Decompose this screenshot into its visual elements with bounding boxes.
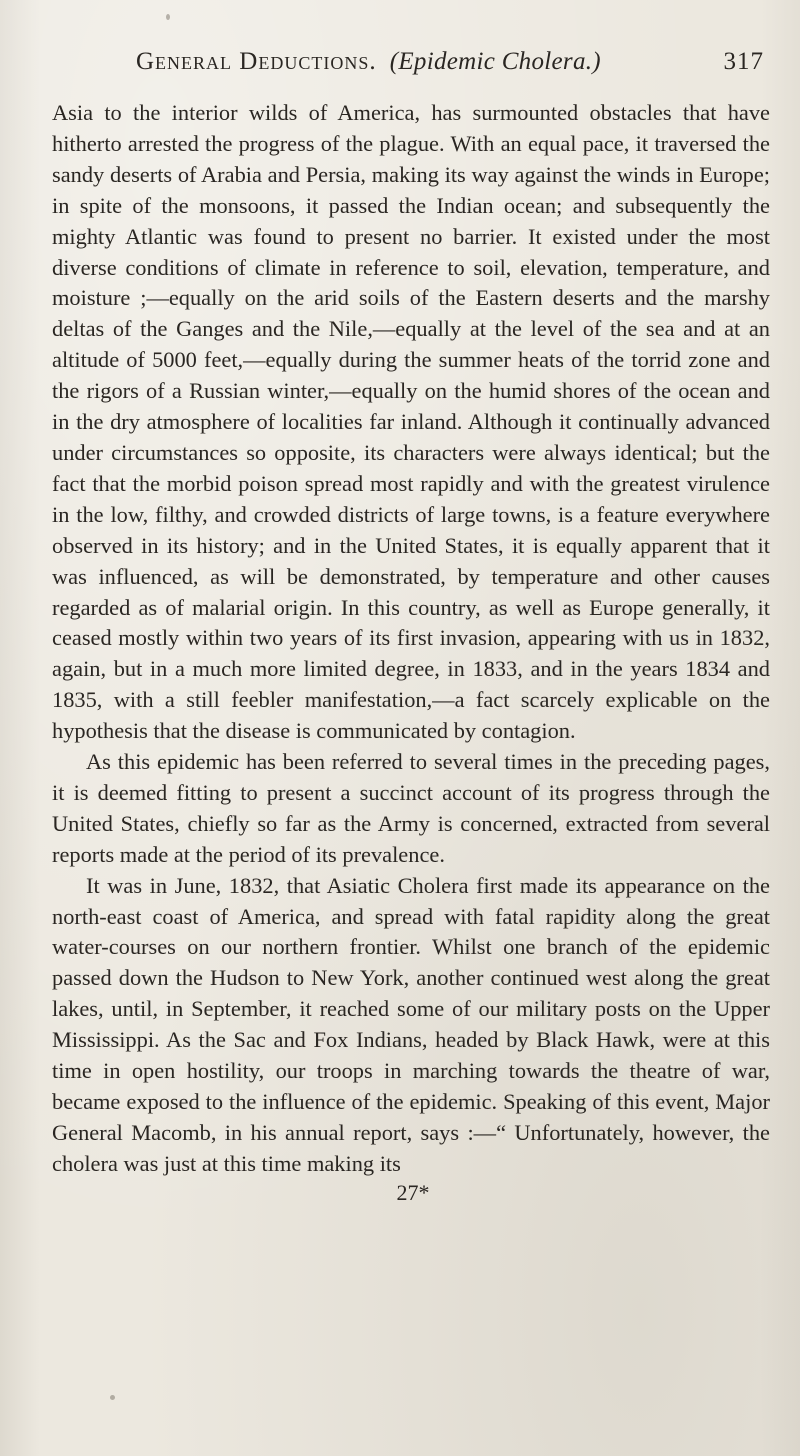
body-text [52,98,770,1180]
page-number: 317 [723,48,764,75]
running-head-section: General Deductions. [136,48,377,75]
paragraph-epidemic-account: As this epidemic has been referred to several times in the preceding pages, it is deemed fitting to present a succinct account of its progress through the United States, chiefly so far as the Army is concerned, extracted from several reports made at the period of its prevalence. [52,749,770,867]
page-header [52,48,770,88]
paper-speck [110,1395,115,1400]
running-head [136,48,601,76]
signature-mark: 27* [396,1179,430,1205]
running-head-subject: (Epidemic Cholera.) [389,48,601,75]
paper-speck [166,14,170,20]
paragraph-continued: Asia to the interior wilds of America, has surmounted obstacles that have hitherto arrested the progress of the plague. With an equal pace, it traversed the sandy deserts of Arabia and Persia, making its way against the winds in Europe; in spite of the monsoons, it passed the Indian ocean; and subsequently the mighty Atlantic was found to present no barrier. It existed under the most diverse conditions of climate in reference to soil, elevation, temperature, and moisture ;—equally on the arid soils of the Eastern deserts and the marshy deltas of the Ganges and the Nile,—equally at the level of the sea and at an altitude of 5000 feet,—equally during the summer heats of the torrid zone and the rigors of a Russian winter,—equally on the humid shores of the ocean and in the dry atmosphere of localities far inland. Although it continually advanced under circumstances so opposite, its characters were always identical; but the fact that the morbid poison spread most rapidly and with the greatest virulence in the low, filthy, and crowded districts of large towns, is a feature everywhere observed in its history; and in the United States, it is equally apparent that it was influenced, as will be demonstrated, by temperature and other causes regarded as of malarial origin. In this country, as well as Europe generally, it ceased mostly within two years of its first invasion, appearing with us in 1832, again, but in a much more limited degree, in 1833, and in the years 1834 and 1835, with a still feebler manifestation,—a fact scarcely explicable on the hypothesis that the disease is communicated by contagion. [52,100,770,744]
paragraph-cholera-arrival: It was in June, 1832, that Asiatic Cholera first made its appearance on the north-east coast of America, and spread with fatal rapidity along the great water-courses on our northern frontier. Whilst one branch of the epidemic passed down the Hudson to New York, another continued west along the great lakes, until, in September, it reached some of our military posts on the Upper Mississippi. As the Sac and Fox Indians, headed by Black Hawk, were at this time in open hostility, our troops in marching towards the theatre of war, became exposed to the influence of the epidemic. Speaking of this event, Major General Macomb, in his annual report, says :—“ Unfortunately, however, the cholera was just at this time making its [52,872,770,1176]
